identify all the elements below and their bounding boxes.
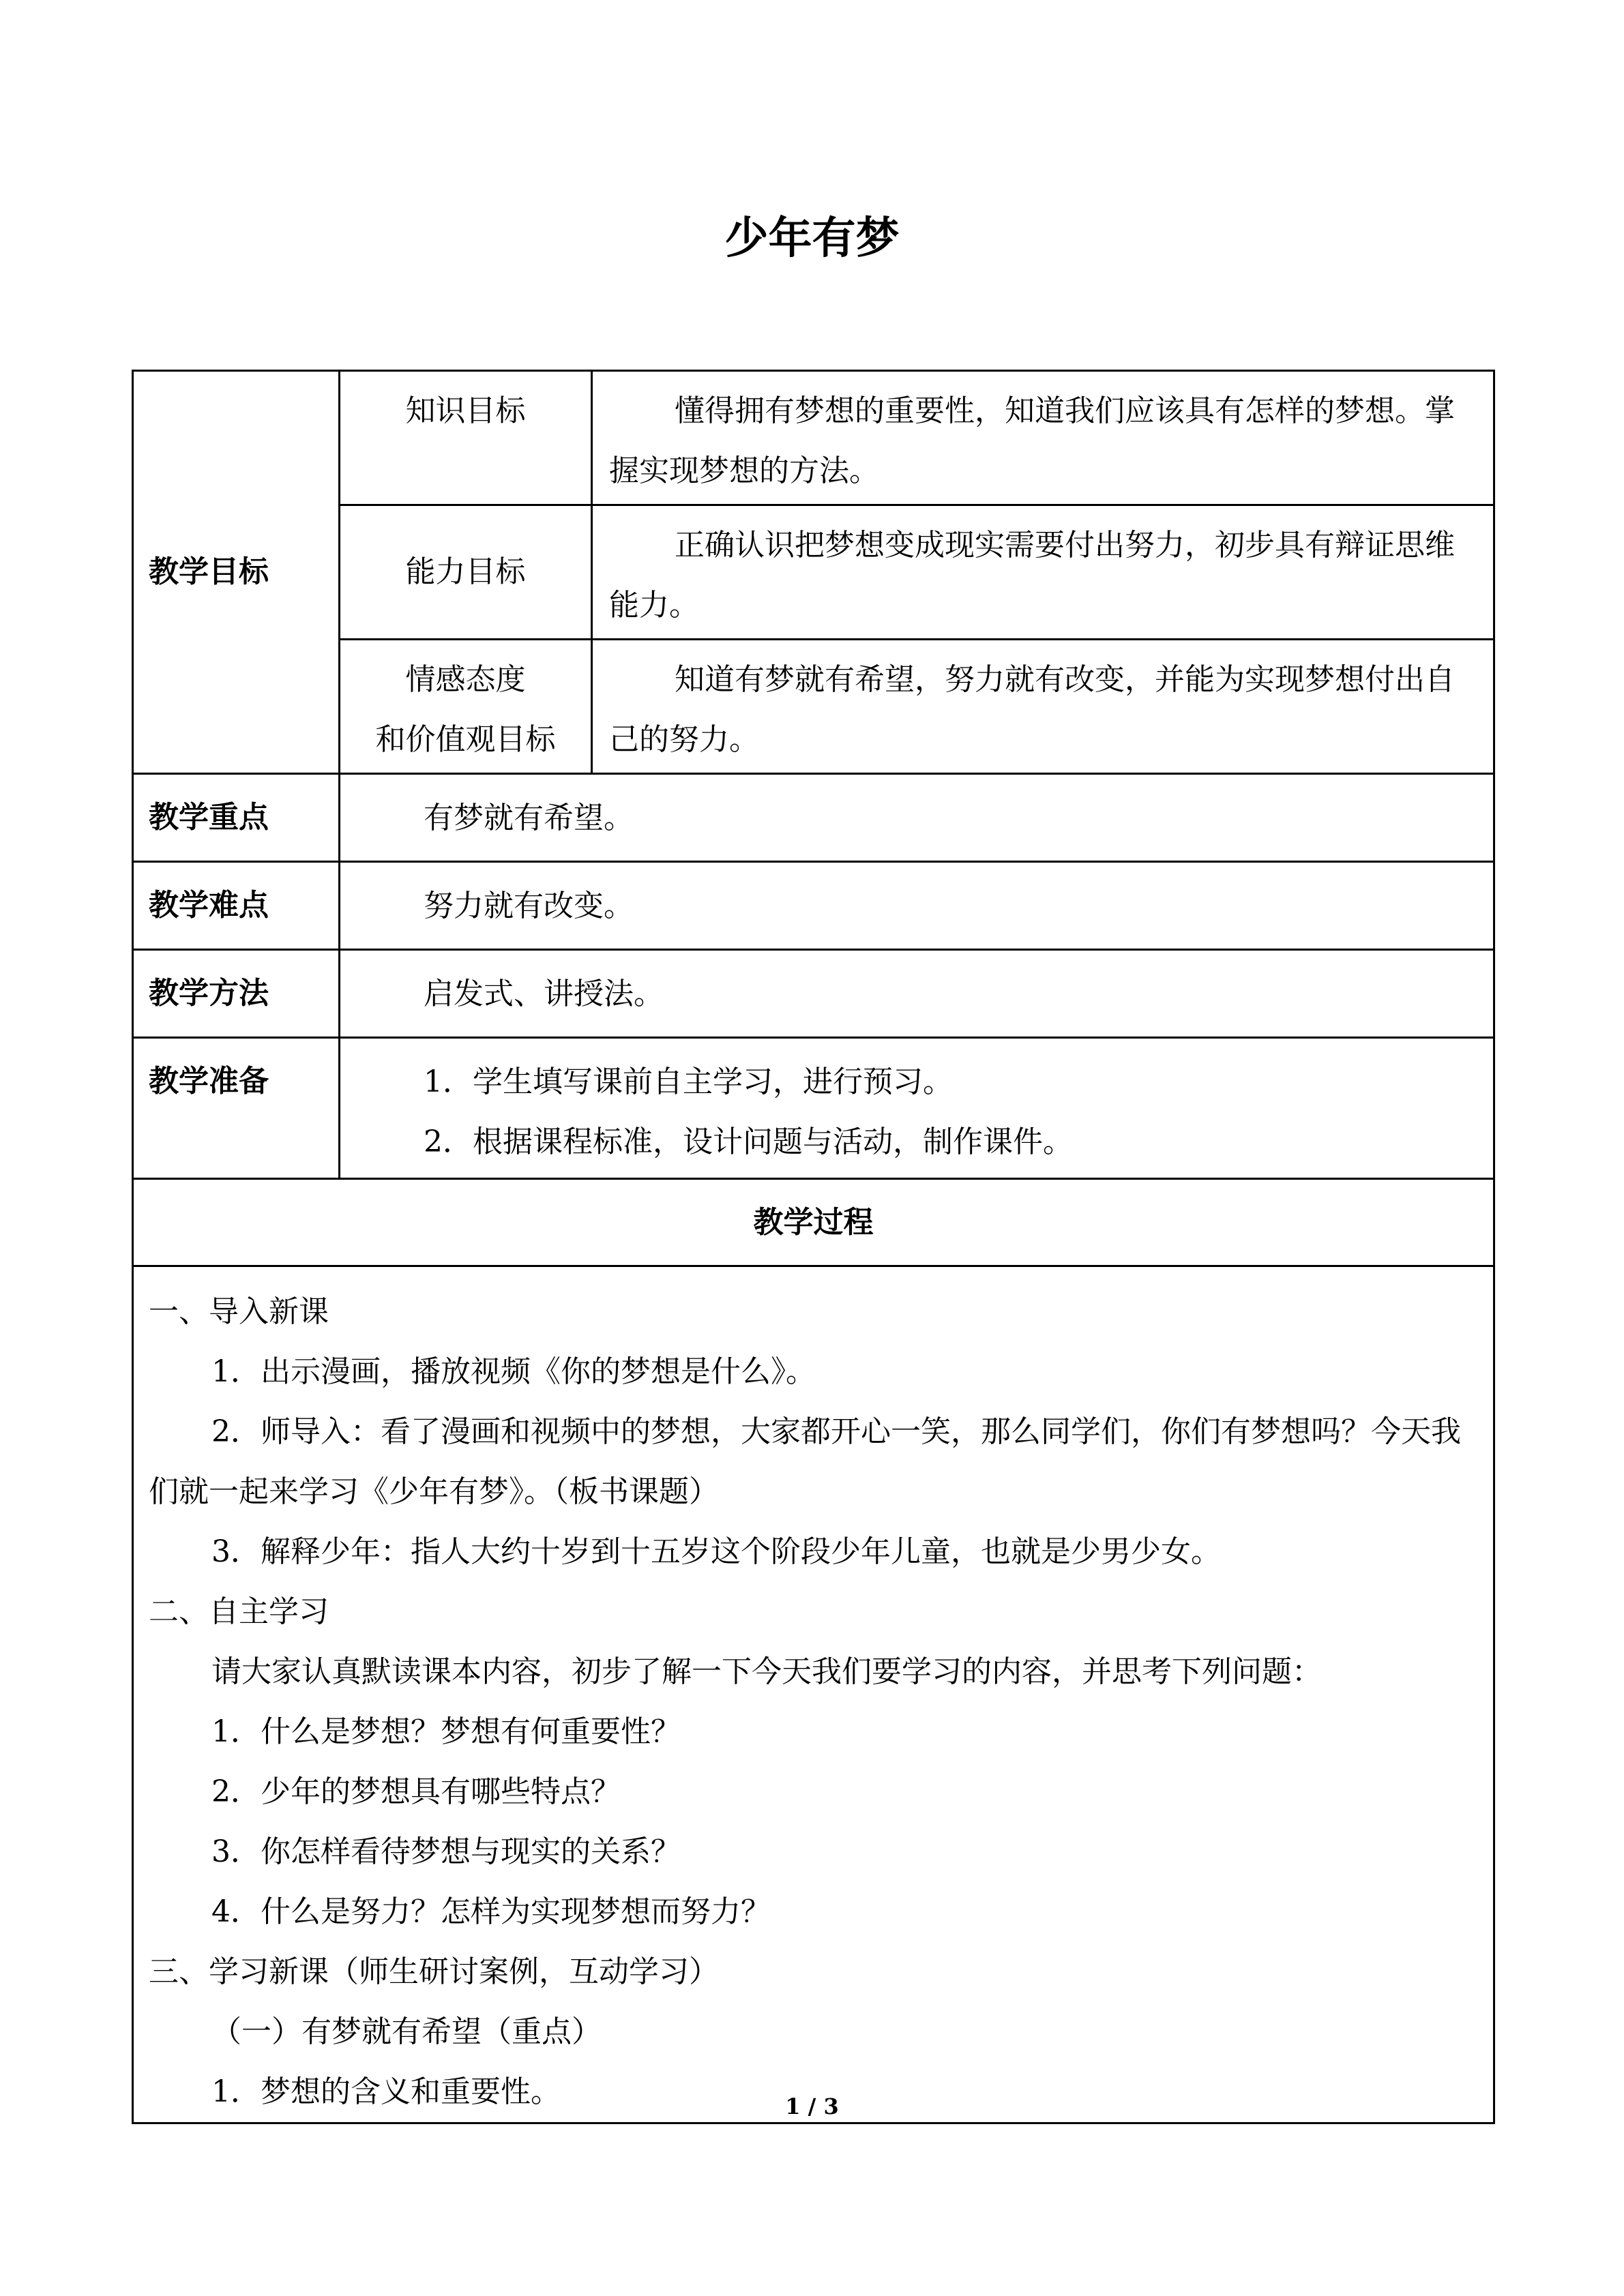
method-row <box>133 950 1494 1038</box>
process-heading-row <box>133 1179 1494 1266</box>
preparation-item-1: 1．学生填写课前自主学习，进行预习。 <box>424 1064 953 1099</box>
key-point-row <box>133 774 1494 862</box>
process-subsection: （一）有梦就有希望（重点） <box>211 2014 602 2049</box>
process-question: 2．少年的梦想具有哪些特点？ <box>211 1774 621 1809</box>
process-body-row <box>133 1266 1494 2123</box>
lesson-plan-table <box>132 370 1495 2124</box>
process-section-intro: 一、导入新课 <box>149 1294 329 1329</box>
process-line: 1．梦想的含义和重要性。 <box>211 2074 561 2109</box>
process-line: 2．师导入：看了漫画和视频中的梦想，大家都开心一笑，那么同学们，你们有梦想吗？今天我们就一起来学习《少年有梦》。（板书课题） <box>149 1414 1461 1509</box>
objective-text-knowledge: 懂得拥有梦想的重要性，知道我们应该具有怎样的梦想。掌握实现梦想的方法。 <box>609 393 1455 488</box>
process-line: 1．出示漫画，播放视频《你的梦想是什么》。 <box>211 1354 816 1389</box>
section-label-difficulty: 教学难点 <box>133 862 340 950</box>
objective-text-ability: 正确认识把梦想变成现实需要付出努力，初步具有辩证思维能力。 <box>609 528 1455 623</box>
process-line: 3．解释少年：指人大约十岁到十五岁这个阶段少年儿童，也就是少男少女。 <box>211 1534 1221 1569</box>
section-label-method: 教学方法 <box>133 950 340 1038</box>
section-label-objectives: 教学目标 <box>133 371 340 774</box>
objective-label-emotion-line2: 和价值观目标 <box>375 722 556 757</box>
objective-label-knowledge: 知识目标 <box>340 371 592 505</box>
process-question: 3．你怎样看待梦想与现实的关系？ <box>211 1834 681 1869</box>
process-section-self-study: 二、自主学习 <box>149 1594 329 1629</box>
preparation-row <box>133 1038 1494 1179</box>
process-question: 4．什么是努力？怎样为实现梦想而努力？ <box>211 1894 771 1929</box>
method-text: 启发式、讲授法。 <box>340 950 1494 1038</box>
difficulty-text: 努力就有改变。 <box>340 862 1494 950</box>
page-title: 少年有梦 <box>724 213 900 264</box>
process-section-new-lesson: 三、学习新课（师生研讨案例，互动学习） <box>149 1954 719 1989</box>
process-line: 请大家认真默读课本内容，初步了解一下今天我们要学习的内容，并思考下列问题： <box>211 1654 1322 1689</box>
page-number: 1 / 3 <box>785 2093 839 2119</box>
objective-label-emotion-line1: 情感态度 <box>405 662 526 697</box>
objective-text-emotion: 知道有梦就有希望，努力就有改变，并能为实现梦想付出自己的努力。 <box>609 662 1455 757</box>
process-heading: 教学过程 <box>133 1179 1494 1266</box>
preparation-item-2: 2．根据课程标准，设计问题与活动，制作课件。 <box>424 1124 1073 1159</box>
objective-label-ability: 能力目标 <box>340 505 592 640</box>
key-point-text: 有梦就有希望。 <box>340 774 1494 862</box>
section-label-key-point: 教学重点 <box>133 774 340 862</box>
process-question: 1．什么是梦想？梦想有何重要性？ <box>211 1714 681 1749</box>
objective-row-knowledge <box>133 371 1494 505</box>
section-label-preparation: 教学准备 <box>133 1038 340 1179</box>
difficulty-row <box>133 862 1494 950</box>
